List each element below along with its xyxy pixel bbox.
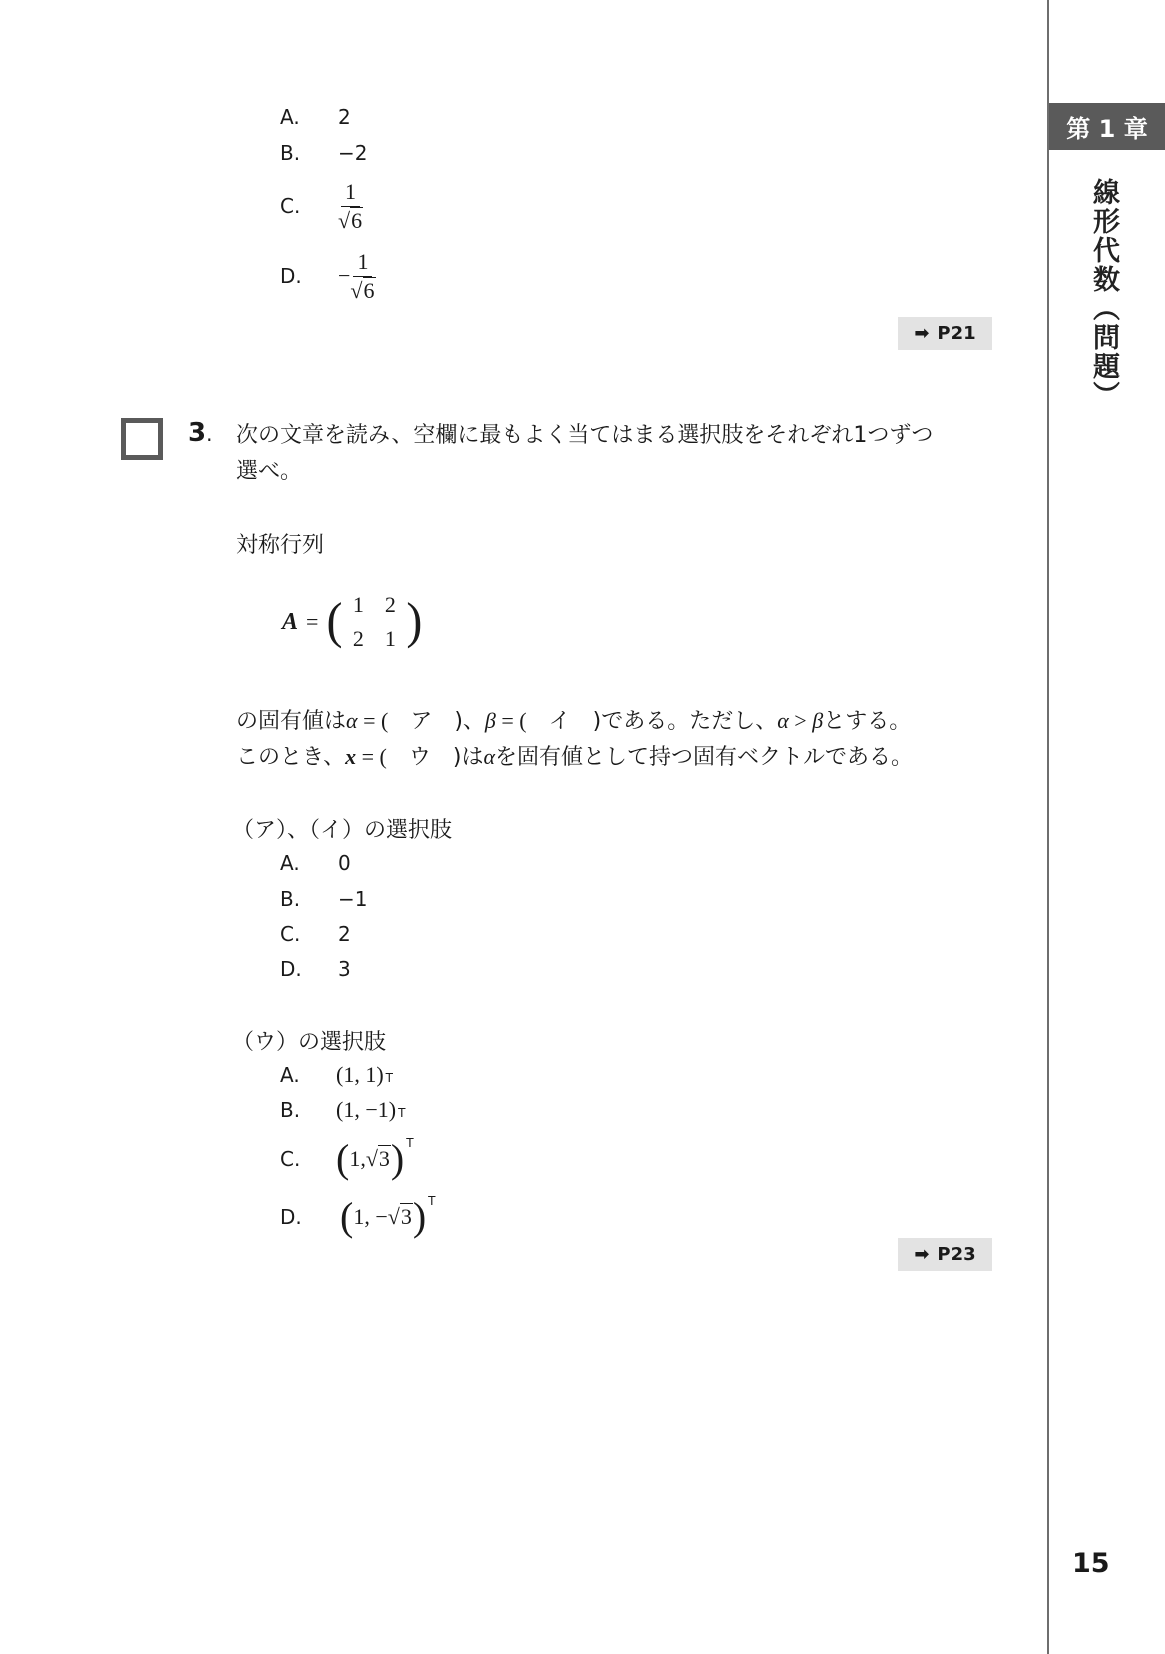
- choice-label: B.: [280, 1098, 301, 1122]
- open-paren: (: [336, 1136, 350, 1181]
- beta-symbol: β: [484, 708, 496, 733]
- sidebar-divider: [1047, 0, 1049, 1654]
- prev-choice-b: [280, 141, 367, 165]
- text: = (: [495, 708, 527, 733]
- text: = (: [357, 708, 389, 733]
- choice-value: −1: [338, 887, 368, 911]
- choice-label: A.: [280, 105, 300, 129]
- choice-label: C.: [280, 922, 301, 946]
- choice-value: (1, −1): [336, 1097, 397, 1122]
- fraction-denominator: [350, 277, 375, 302]
- symmetric-matrix-label: 対称行列: [236, 533, 325, 558]
- sqrt: [388, 1204, 413, 1230]
- open-paren: (: [340, 1194, 354, 1239]
- right-paren: ): [406, 593, 423, 650]
- left-paren: (: [326, 593, 343, 650]
- text: )は: [452, 745, 484, 770]
- page-reference-p23[interactable]: [898, 1238, 992, 1271]
- question-line-1: 次の文章を読み、空欄に最もよく当てはまる選択肢をそれぞれ1つずつ: [236, 423, 934, 448]
- choice-value: 3: [338, 957, 351, 981]
- alpha-symbol: α: [346, 708, 358, 733]
- fraction-numerator: 1: [341, 181, 360, 207]
- question-number-dot: .: [206, 422, 213, 446]
- eigenvector-sentence: [236, 740, 913, 771]
- sqrt-sign: √: [350, 277, 363, 303]
- equals-sign: =: [306, 609, 319, 634]
- page-reference-p21[interactable]: [898, 317, 992, 350]
- close-paren: ): [390, 1136, 405, 1181]
- choice-label: A.: [280, 851, 300, 875]
- arrow-icon: ➡: [914, 1244, 930, 1265]
- question-line-2: 選べ。: [236, 459, 303, 484]
- radicand: 6: [363, 277, 375, 303]
- text: の固有値は: [236, 709, 347, 734]
- choice-u-d: [280, 1192, 436, 1242]
- fraction-denominator: [338, 207, 363, 232]
- radicand: 3: [378, 1146, 390, 1171]
- reference-page: P21: [937, 323, 976, 344]
- question-text: [236, 418, 996, 490]
- matrix-cell: 2: [352, 626, 364, 651]
- matrix-cell: 1: [352, 592, 364, 617]
- blank-a: ア: [410, 709, 433, 734]
- text: とする。: [823, 709, 912, 734]
- prev-choice-c: [280, 176, 363, 236]
- choice-value: [336, 1136, 405, 1181]
- choice-label: B.: [280, 887, 301, 911]
- vector-prefix: 1, −: [353, 1204, 388, 1229]
- close-paren: ): [412, 1194, 427, 1239]
- blank-u: ウ: [408, 745, 431, 770]
- choice-value: −2: [338, 141, 368, 165]
- text: を固有値として持つ固有ベクトルである。: [495, 745, 914, 770]
- choice-label: B.: [280, 141, 301, 165]
- sqrt: [366, 1146, 391, 1172]
- choice-label: C.: [280, 194, 301, 218]
- fraction: [350, 248, 375, 303]
- choices-u-title: （ウ）の選択肢: [232, 1030, 387, 1055]
- text: )である。ただし、: [592, 709, 778, 734]
- blank-i: イ: [548, 709, 571, 734]
- choice-label: D.: [280, 1205, 302, 1229]
- matrix-name: A: [282, 608, 299, 635]
- text: このとき、: [236, 745, 346, 770]
- sqrt-sign: √: [365, 1146, 378, 1171]
- choice-value: 0: [338, 851, 351, 875]
- fraction: [338, 178, 363, 233]
- beta-symbol: β: [812, 708, 824, 733]
- radicand: 6: [351, 207, 363, 233]
- page-number: 15: [1072, 1548, 1110, 1579]
- matrix-cell: 1: [384, 626, 396, 651]
- choice-label: D.: [280, 957, 302, 981]
- matrix-cell: 2: [384, 592, 396, 617]
- choice-ai-d: [280, 957, 351, 981]
- matrix-equation: [282, 592, 422, 652]
- transpose-mark: T: [385, 1071, 393, 1085]
- choice-value: 2: [338, 105, 351, 129]
- chapter-title: 線形代数（問題）: [1088, 178, 1119, 410]
- alpha-symbol: α: [777, 708, 789, 733]
- choice-value: (1, 1): [336, 1062, 384, 1087]
- choice-label: D.: [280, 264, 302, 288]
- prev-choice-d: [280, 246, 376, 306]
- prev-choice-a: [280, 105, 351, 129]
- choice-u-b: [280, 1097, 405, 1123]
- choice-ai-c: [280, 922, 351, 946]
- alpha-symbol: α: [483, 744, 496, 769]
- sqrt-sign: √: [338, 207, 351, 233]
- question-number-digit: 3: [188, 418, 207, 448]
- choices-ai-title: （ア）、（イ）の選択肢: [232, 818, 453, 843]
- question-checkbox[interactable]: [121, 418, 163, 460]
- minus-sign: −: [338, 263, 351, 288]
- choice-u-a: [280, 1062, 393, 1088]
- choice-value: [340, 1194, 427, 1239]
- reference-page: P23: [937, 1244, 976, 1265]
- arrow-icon: ➡: [914, 323, 930, 344]
- fraction-numerator: 1: [353, 251, 372, 277]
- eigenvalue-sentence: [236, 704, 911, 735]
- choice-u-c: [280, 1134, 414, 1184]
- matrix-grid: [342, 592, 406, 652]
- choice-label: A.: [280, 1063, 300, 1087]
- sqrt-sign: √: [387, 1204, 400, 1229]
- greater-than: >: [788, 708, 813, 733]
- choice-label: C.: [280, 1147, 301, 1171]
- transpose-mark: T: [406, 1136, 414, 1150]
- text: )、: [454, 709, 485, 734]
- radicand: 3: [400, 1204, 412, 1229]
- text: = (: [356, 744, 387, 769]
- vector-prefix: 1,: [349, 1146, 366, 1171]
- question-number: [188, 418, 212, 448]
- transpose-mark: T: [398, 1106, 406, 1120]
- choice-ai-a: [280, 851, 351, 875]
- vector-x: x: [345, 744, 357, 769]
- choice-value: 2: [338, 922, 351, 946]
- choice-ai-b: [280, 887, 367, 911]
- chapter-tab: 第 1 章: [1049, 103, 1165, 150]
- transpose-mark: T: [428, 1194, 436, 1208]
